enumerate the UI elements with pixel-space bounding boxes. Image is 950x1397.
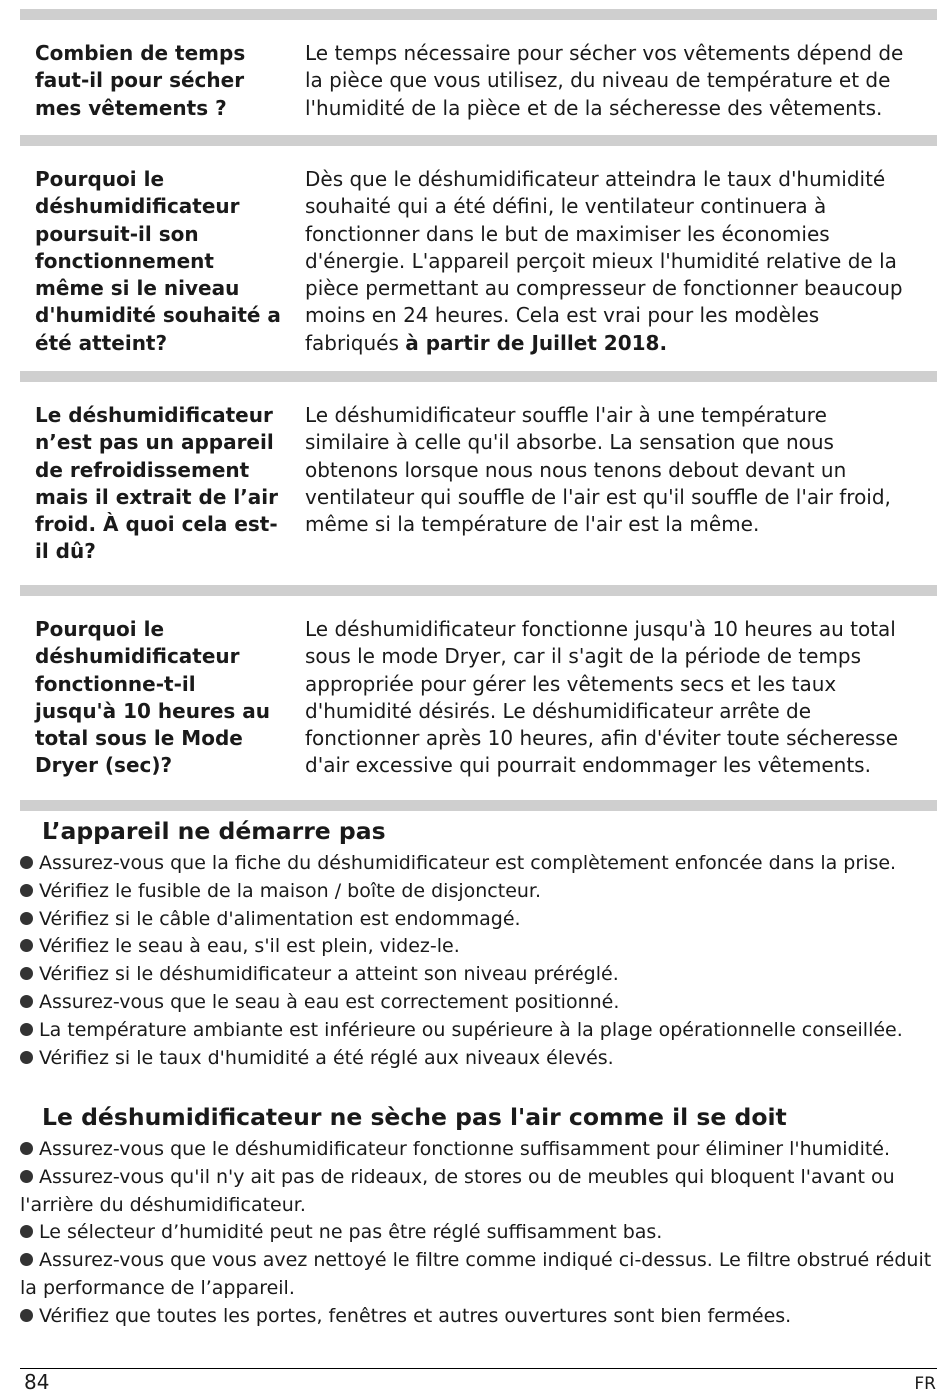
list-item: Assurez-vous qu'il n'y ait pas de rideaux, de stores ou de meubles qui bloquent l'avant ou l'arrière du déshumidificateur.: [20, 1165, 895, 1216]
bullet-list: [20, 1136, 940, 1331]
faq-answer: Le déshumidificateur fonctionne jusqu'à 10 heures au total sous le mode Dryer, car il s'agit de la période de temps appropriée pour gérer les vêtements secs et les taux d'humidité désirés. Le déshumidificateur arrête de fonctionner après 10 heures, afin d'éviter toute sécheresse d'air excessive qui pourrait endommager les vêtements.: [305, 617, 899, 778]
footer-divider: [20, 1368, 937, 1369]
faq-answer: Le temps nécessaire pour sécher vos vêtements dépend de la pièce que vous utilisez, du niveau de température et de l'humidité de la pièce et de la sécheresse des vêtements.: [305, 41, 904, 120]
row-separator: [20, 135, 937, 146]
language-code: FR: [914, 1374, 936, 1394]
troubleshooting-section-not-drying: [20, 1102, 940, 1331]
faq-answer: Dès que le déshumidificateur atteindra le taux d'humidité souhaité qui a été défini, le ventilateur continuera à fonctionner dans le but de maximiser les économies d'énergie. L'appareil perçoit mieux l'humidité relative de la pièce permettant au compresseur de fonctionner beaucoup moins en 24 heures. Cela est vrai pour les modèles fabriqués à partir de Juillet 2018.: [305, 167, 903, 355]
troubleshooting-section-no-start: [20, 816, 940, 1072]
list-item: Vérifiez le fusible de la maison / boîte de disjoncteur.: [20, 878, 940, 906]
faq-row: [20, 146, 937, 371]
faq-row: [20, 382, 937, 585]
bullet-icon: [20, 967, 33, 980]
row-separator: [20, 371, 937, 382]
bullet-icon: [20, 1051, 33, 1064]
bullet-icon: [20, 1225, 33, 1238]
faq-row: [20, 20, 937, 135]
list-item: Vérifiez si le taux d'humidité a été réglé aux niveaux élevés.: [20, 1045, 940, 1073]
faq-answer: Le déshumidificateur souffle l'air à une température similaire à celle qu'il absorbe. La sensation que nous obtenons lorsque nous nous tenons debout devant un ventilateur qui souffle de l'air est qu'il souffle de l'air froid, même si la température de l'air est la même.: [305, 403, 891, 537]
faq-table: [20, 9, 937, 811]
list-item: Le sélecteur d’humidité peut ne pas être réglé suffisamment bas.: [20, 1219, 940, 1247]
bullet-icon: [20, 884, 33, 897]
bullet-icon: [20, 939, 33, 952]
list-item: Assurez-vous que le seau à eau est correctement positionné.: [20, 989, 940, 1017]
section-heading: Le déshumidificateur ne sèche pas l'air comme il se doit: [42, 1103, 787, 1131]
section-heading: L’appareil ne démarre pas: [42, 817, 386, 845]
list-item: Assurez-vous que vous avez nettoyé le filtre comme indiqué ci-dessus. Le filtre obstrué réduit la performance de l’appareil.: [20, 1249, 932, 1299]
bullet-icon: [20, 1253, 33, 1266]
bullet-icon: [20, 912, 33, 925]
bullet-icon: [20, 1142, 33, 1155]
faq-question: Pourquoi le déshumidificateur fonctionne-t-il jusqu'à 10 heures au total sous le Mode Dryer (sec)?: [35, 617, 270, 778]
faq-row: [20, 596, 937, 800]
page-number: 84: [24, 1370, 50, 1394]
faq-question: Combien de temps faut-il pour sécher mes vêtements ?: [35, 41, 246, 120]
faq-question: Le déshumidificateur n’est pas un appareil de refroidissement mais il extrait de l’air froid. À quoi cela est-il dû?: [35, 403, 279, 564]
list-item: La température ambiante est inférieure ou supérieure à la plage opérationnelle conseillée.: [20, 1017, 940, 1045]
faq-question: Pourquoi le déshumidificateur poursuit-il son fonctionnement même si le niveau d'humidité souhaité a été atteint?: [35, 167, 281, 355]
row-separator: [20, 585, 937, 596]
bullet-icon: [20, 995, 33, 1008]
list-item: Assurez-vous que la fiche du déshumidificateur est complètement enfoncée dans la prise.: [20, 850, 940, 878]
list-item: Vérifiez si le déshumidificateur a atteint son niveau préréglé.: [20, 961, 940, 989]
list-item: Assurez-vous que le déshumidificateur fonctionne suffisamment pour éliminer l'humidité.: [20, 1136, 940, 1164]
list-item: Vérifiez le seau à eau, s'il est plein, videz-le.: [20, 933, 940, 961]
bullet-icon: [20, 1309, 33, 1322]
row-separator: [20, 800, 937, 811]
row-separator: [20, 9, 937, 20]
bullet-icon: [20, 1023, 33, 1036]
list-item: Vérifiez si le câble d'alimentation est endommagé.: [20, 906, 940, 934]
bullet-list: [20, 850, 940, 1072]
bullet-icon: [20, 1170, 33, 1183]
list-item: Vérifiez que toutes les portes, fenêtres et autres ouvertures sont bien fermées.: [20, 1303, 940, 1331]
bullet-icon: [20, 856, 33, 869]
